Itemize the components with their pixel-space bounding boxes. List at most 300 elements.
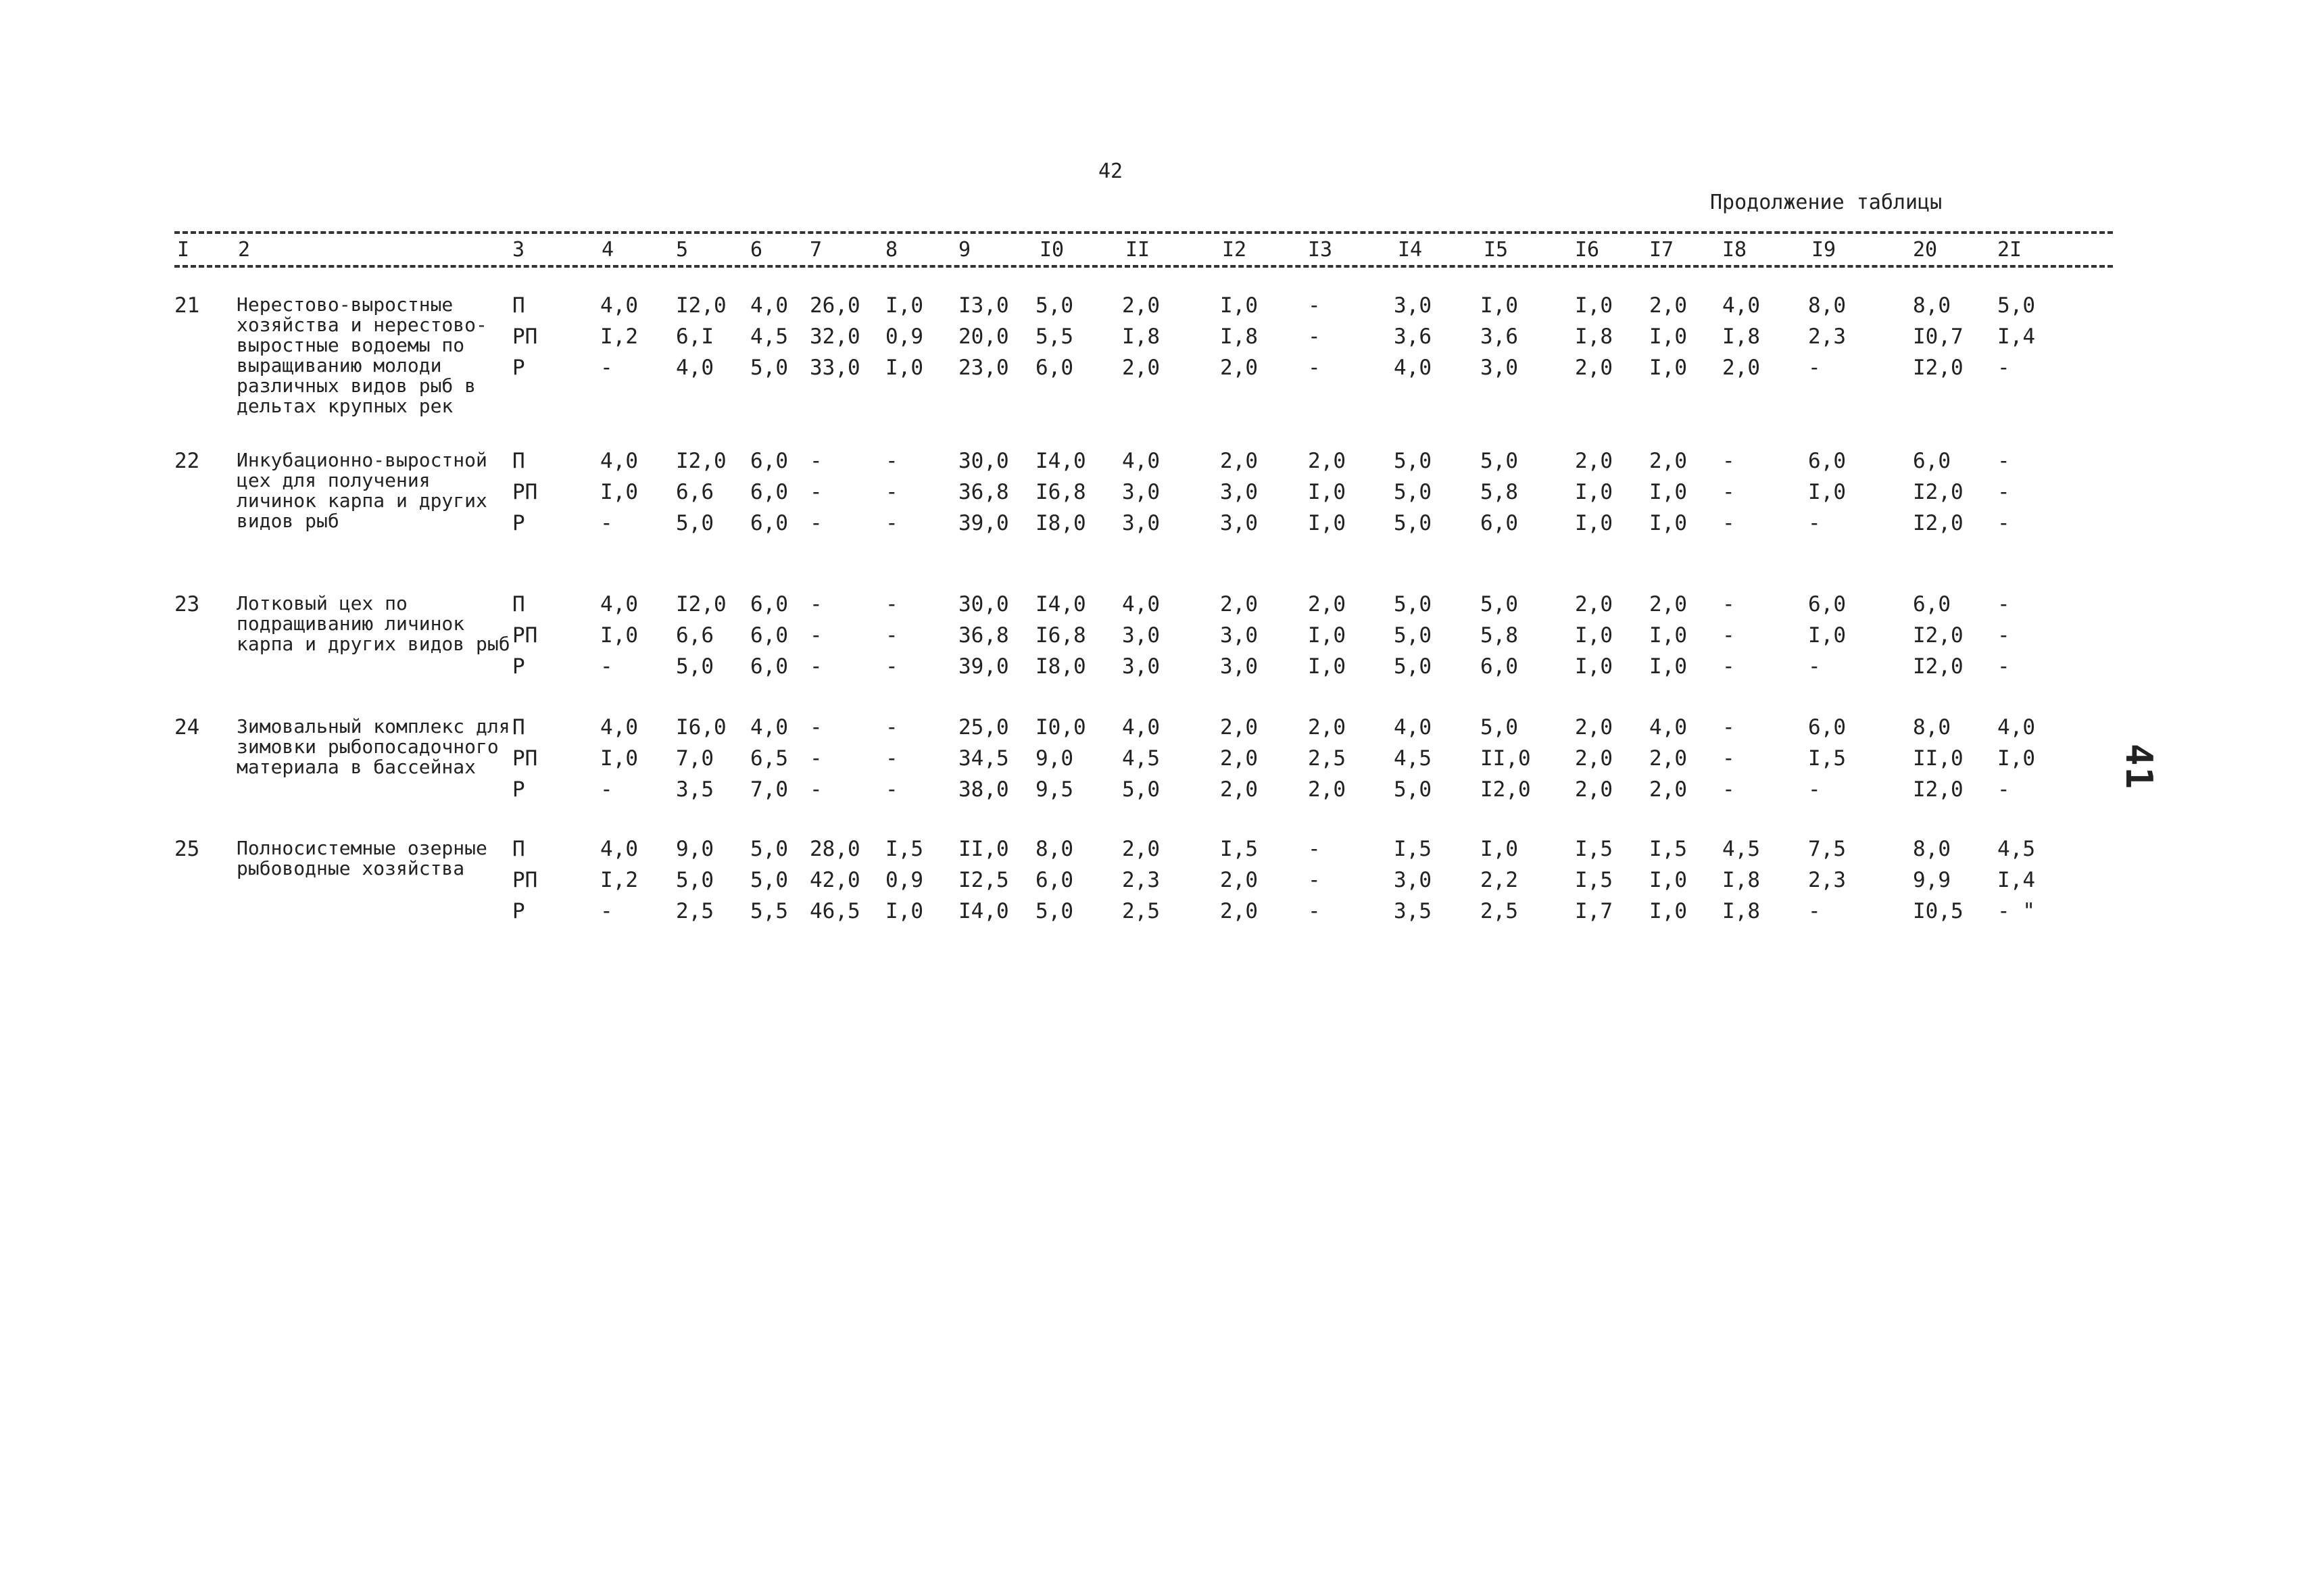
table-cell: 2,0 xyxy=(1649,592,1687,616)
table-cell: I,0 xyxy=(1220,293,1258,318)
table-cell: I2,0 xyxy=(676,449,727,473)
table-cell: 36,8 xyxy=(958,480,1009,504)
table-cell: - xyxy=(1997,623,2010,648)
table-cell: 4,0 xyxy=(600,449,638,473)
table-cell: I,0 xyxy=(600,480,638,504)
column-header: I0 xyxy=(1040,238,1065,262)
table-cell: - xyxy=(1308,837,1321,861)
table-cell: 2,0 xyxy=(1308,449,1346,473)
row-number: 24 xyxy=(174,715,200,740)
table-cell: 3,0 xyxy=(1220,623,1258,648)
table-cell: 6,0 xyxy=(750,511,788,535)
table-cell: 4,0 xyxy=(600,592,638,616)
table-cell: 3,0 xyxy=(1122,480,1160,504)
table-cell: - xyxy=(1997,480,2010,504)
page-number: 42 xyxy=(1098,160,1123,183)
table-cell: 30,0 xyxy=(958,449,1009,473)
column-header: 9 xyxy=(958,238,971,262)
column-header: I xyxy=(177,238,190,262)
table-cell: I,0 xyxy=(1808,623,1846,648)
table-cell: - xyxy=(1722,511,1735,535)
column-header: 7 xyxy=(810,238,823,262)
table-cell: 4,5 xyxy=(1997,837,2035,861)
table-cell: 5,0 xyxy=(1394,449,1432,473)
table-cell: 30,0 xyxy=(958,592,1009,616)
column-header: I6 xyxy=(1575,238,1600,262)
table-cell: 3,0 xyxy=(1394,293,1432,318)
table-cell: 20,0 xyxy=(958,324,1009,349)
table-cell: 2,0 xyxy=(1575,592,1613,616)
table-cell: I,0 xyxy=(1649,480,1687,504)
table-cell: I,8 xyxy=(1722,324,1760,349)
column-header: I8 xyxy=(1722,238,1747,262)
row-code: П xyxy=(512,837,525,861)
table-cell: I4,0 xyxy=(958,899,1009,923)
table-cell: I,2 xyxy=(600,324,638,349)
table-cell: 5,0 xyxy=(676,868,714,892)
table-cell: I,8 xyxy=(1575,324,1613,349)
table-cell: I,8 xyxy=(1722,868,1760,892)
table-cell: - xyxy=(600,511,613,535)
table-cell: I6,8 xyxy=(1035,623,1086,648)
column-header: 8 xyxy=(885,238,898,262)
table-cell: 4,5 xyxy=(750,324,788,349)
table-cell: 8,0 xyxy=(1913,715,1951,740)
table-cell: 3,0 xyxy=(1122,654,1160,679)
table-cell: I2,0 xyxy=(676,293,727,318)
table-cell: 2,0 xyxy=(1220,868,1258,892)
column-header: 4 xyxy=(602,238,614,262)
row-code: РП xyxy=(512,480,538,504)
table-cell: - xyxy=(810,480,823,504)
table-cell: 2,0 xyxy=(1220,356,1258,380)
row-name: Нерестово-выростные хозяйства и нерестово-выростные водоемы по выращиванию молоди различных видов рыб в дельтах крупных рек xyxy=(237,293,487,417)
table-cell: 46,5 xyxy=(810,899,860,923)
table-cell: I,0 xyxy=(600,623,638,648)
row-code: РП xyxy=(512,746,538,771)
table-cell: I,0 xyxy=(1308,480,1346,504)
table-cell: 3,0 xyxy=(1122,511,1160,535)
table-cell: 2,0 xyxy=(1122,293,1160,318)
table-cell: 2,3 xyxy=(1808,868,1846,892)
row-code: Р xyxy=(512,899,525,923)
table-cell: - xyxy=(1722,592,1735,616)
table-cell: 4,5 xyxy=(1722,837,1760,861)
table-cell: 6,0 xyxy=(1035,868,1073,892)
table-cell: - xyxy=(1722,715,1735,740)
table-cell: - xyxy=(1722,449,1735,473)
table-cell: 3,6 xyxy=(1480,324,1518,349)
table-cell: - xyxy=(885,449,898,473)
table-cell: - xyxy=(1808,511,1821,535)
table-cell: I,0 xyxy=(1575,654,1613,679)
table-cell: 5,0 xyxy=(1394,480,1432,504)
table-cell: 7,5 xyxy=(1808,837,1846,861)
table-cell: - xyxy=(810,511,823,535)
table-cell: I,0 xyxy=(1997,746,2035,771)
table-cell: 5,0 xyxy=(1394,777,1432,802)
table-cell: - xyxy=(1308,324,1321,349)
table-cell: I,5 xyxy=(1575,837,1613,861)
table-cell: 5,0 xyxy=(1035,899,1073,923)
table-cell: I,0 xyxy=(1480,837,1518,861)
table-cell: 9,9 xyxy=(1913,868,1951,892)
table-cell: 38,0 xyxy=(958,777,1009,802)
table-cell: I,0 xyxy=(1575,480,1613,504)
table-cell: I,7 xyxy=(1575,899,1613,923)
table-cell: - xyxy=(885,777,898,802)
table-cell: I,5 xyxy=(1220,837,1258,861)
table-cell: 5,5 xyxy=(750,899,788,923)
row-name: Инкубационно-выростной цех для получения личинок карпа и других видов рыб xyxy=(237,449,487,532)
table-cell: 5,0 xyxy=(1480,449,1518,473)
table-cell: I0,5 xyxy=(1913,899,1964,923)
table-cell: I,0 xyxy=(1649,868,1687,892)
table-cell: 26,0 xyxy=(810,293,860,318)
row-number: 25 xyxy=(174,837,200,861)
table-cell: 2,2 xyxy=(1480,868,1518,892)
table-cell: 6,0 xyxy=(750,654,788,679)
table-cell: 33,0 xyxy=(810,356,860,380)
table-cell: - xyxy=(600,654,613,679)
table-cell: 4,0 xyxy=(600,837,638,861)
table-cell: 8,0 xyxy=(1913,293,1951,318)
table-cell: 4,0 xyxy=(1122,449,1160,473)
table-cell: 6,0 xyxy=(750,623,788,648)
table-cell: 2,0 xyxy=(1308,777,1346,802)
table-cell: 2,0 xyxy=(1220,746,1258,771)
column-header: I3 xyxy=(1308,238,1333,262)
table-cell: 2,0 xyxy=(1220,899,1258,923)
table-cell: 6,0 xyxy=(750,480,788,504)
table-cell: 2,0 xyxy=(1575,715,1613,740)
table-cell: I,5 xyxy=(1808,746,1846,771)
table-cell: - xyxy=(810,777,823,802)
table-cell: 2,3 xyxy=(1122,868,1160,892)
row-number: 21 xyxy=(174,293,200,318)
table-cell: 4,0 xyxy=(1649,715,1687,740)
table-cell: - xyxy=(1722,777,1735,802)
table-cell: 6,0 xyxy=(750,449,788,473)
table-cell: 39,0 xyxy=(958,511,1009,535)
table-cell: - xyxy=(810,715,823,740)
table-cell: - xyxy=(600,777,613,802)
table-cell: I0,0 xyxy=(1035,715,1086,740)
table-cell: 2,0 xyxy=(1575,449,1613,473)
table-cell: 5,0 xyxy=(1480,715,1518,740)
table-cell: I,0 xyxy=(885,899,923,923)
table-cell: - xyxy=(1722,623,1735,648)
table-cell: - " xyxy=(1997,899,2035,923)
table-cell: I,5 xyxy=(885,837,923,861)
column-header: II xyxy=(1125,238,1150,262)
column-header: 6 xyxy=(750,238,763,262)
table-cell: 2,5 xyxy=(1480,899,1518,923)
table-cell: I0,7 xyxy=(1913,324,1964,349)
table-cell: 5,0 xyxy=(1035,293,1073,318)
table-cell: 6,0 xyxy=(750,592,788,616)
table-cell: - xyxy=(1997,592,2010,616)
table-cell: 0,9 xyxy=(885,868,923,892)
table-cell: 5,8 xyxy=(1480,480,1518,504)
table-cell: I2,0 xyxy=(1913,511,1964,535)
table-cell: 4,0 xyxy=(750,715,788,740)
table-cell: I,0 xyxy=(1575,293,1613,318)
table-cell: 7,0 xyxy=(676,746,714,771)
table-cell: I6,8 xyxy=(1035,480,1086,504)
table-cell: I,0 xyxy=(1575,623,1613,648)
row-code: РП xyxy=(512,623,538,648)
table-cell: 3,0 xyxy=(1220,480,1258,504)
table-cell: 9,0 xyxy=(676,837,714,861)
column-header: 2 xyxy=(238,238,251,262)
row-number: 22 xyxy=(174,449,200,473)
table-cell: I,0 xyxy=(1308,511,1346,535)
table-cell: - xyxy=(1997,654,2010,679)
table-cell: 6,I xyxy=(676,324,714,349)
table-cell: 34,5 xyxy=(958,746,1009,771)
table-cell: 4,0 xyxy=(1997,715,2035,740)
table-cell: 42,0 xyxy=(810,868,860,892)
table-cell: 3,0 xyxy=(1122,623,1160,648)
table-cell: I4,0 xyxy=(1035,592,1086,616)
column-header: I2 xyxy=(1222,238,1247,262)
table-cell: - xyxy=(1808,777,1821,802)
table-cell: I,5 xyxy=(1575,868,1613,892)
table-cell: 4,0 xyxy=(1122,715,1160,740)
table-cell: 2,0 xyxy=(1649,293,1687,318)
table-cell: I,0 xyxy=(1308,654,1346,679)
table-cell: 6,0 xyxy=(1913,449,1951,473)
table-cell: 0,9 xyxy=(885,324,923,349)
table-cell: 2,0 xyxy=(1575,746,1613,771)
table-cell: I,0 xyxy=(1480,293,1518,318)
table-cell: 3,6 xyxy=(1394,324,1432,349)
table-cell: 5,0 xyxy=(1394,511,1432,535)
table-cell: I2,5 xyxy=(958,868,1009,892)
row-code: П xyxy=(512,293,525,318)
table-cell: I,5 xyxy=(1649,837,1687,861)
table-cell: I,0 xyxy=(1649,324,1687,349)
table-cell: II,0 xyxy=(1913,746,1964,771)
table-cell: 5,0 xyxy=(750,837,788,861)
table-cell: - xyxy=(1808,899,1821,923)
table-cell: 2,0 xyxy=(1308,592,1346,616)
table-cell: - xyxy=(1308,899,1321,923)
table-cell: - xyxy=(810,592,823,616)
table-cell: 2,5 xyxy=(1122,899,1160,923)
row-name: Полносистемные озерные рыбоводные хозяйства xyxy=(237,837,487,879)
table-cell: 5,0 xyxy=(1394,623,1432,648)
table-cell: I2,0 xyxy=(1480,777,1531,802)
table-cell: 6,6 xyxy=(676,480,714,504)
table-cell: I,5 xyxy=(1394,837,1432,861)
table-cell: 2,0 xyxy=(1220,777,1258,802)
row-code: Р xyxy=(512,777,525,802)
table-cell: 2,0 xyxy=(1649,746,1687,771)
table-cell: - xyxy=(1808,654,1821,679)
table-cell: 6,0 xyxy=(1480,511,1518,535)
table-cell: - xyxy=(1722,654,1735,679)
table-cell: 23,0 xyxy=(958,356,1009,380)
table-cell: 5,0 xyxy=(750,356,788,380)
table-cell: 6,5 xyxy=(750,746,788,771)
table-cell: 6,0 xyxy=(1808,715,1846,740)
table-cell: 2,5 xyxy=(1308,746,1346,771)
table-cell: - xyxy=(810,623,823,648)
table-cell: I,8 xyxy=(1220,324,1258,349)
header-top-rule xyxy=(174,231,2113,234)
table-cell: 4,0 xyxy=(600,293,638,318)
table-cell: 8,0 xyxy=(1035,837,1073,861)
table-cell: 3,0 xyxy=(1220,654,1258,679)
table-cell: - xyxy=(885,511,898,535)
table-cell: 32,0 xyxy=(810,324,860,349)
side-page-number: 41 xyxy=(2118,744,2160,791)
table-cell: 2,0 xyxy=(1308,715,1346,740)
table-cell: I,0 xyxy=(1308,623,1346,648)
table-cell: 2,0 xyxy=(1575,356,1613,380)
row-code: Р xyxy=(512,511,525,535)
table-cell: I,2 xyxy=(600,868,638,892)
row-code: Р xyxy=(512,654,525,679)
table-cell: 2,3 xyxy=(1808,324,1846,349)
table-cell: - xyxy=(1997,356,2010,380)
table-cell: 2,5 xyxy=(676,899,714,923)
table-cell: 9,0 xyxy=(1035,746,1073,771)
table-cell: - xyxy=(810,449,823,473)
table-cell: 3,0 xyxy=(1480,356,1518,380)
table-cell: 5,0 xyxy=(1997,293,2035,318)
table-cell: 5,0 xyxy=(1122,777,1160,802)
header-bottom-rule xyxy=(174,265,2113,268)
column-header: 2I xyxy=(1997,238,2022,262)
table-cell: 5,0 xyxy=(1480,592,1518,616)
table-cell: 4,0 xyxy=(600,715,638,740)
column-header: I5 xyxy=(1484,238,1509,262)
table-cell: 8,0 xyxy=(1808,293,1846,318)
row-number: 23 xyxy=(174,592,200,616)
table-cell: I2,0 xyxy=(1913,777,1964,802)
table-cell: - xyxy=(1722,480,1735,504)
table-cell: I2,0 xyxy=(1913,356,1964,380)
table-cell: - xyxy=(885,654,898,679)
table-cell: 2,0 xyxy=(1220,449,1258,473)
table-cell: 4,0 xyxy=(1122,592,1160,616)
table-cell: 4,5 xyxy=(1394,746,1432,771)
table-cell: - xyxy=(1308,293,1321,318)
table-cell: 6,0 xyxy=(1480,654,1518,679)
table-cell: 39,0 xyxy=(958,654,1009,679)
table-cell: 6,0 xyxy=(1808,592,1846,616)
table-cell: - xyxy=(600,899,613,923)
table-cell: - xyxy=(810,746,823,771)
table-cell: 4,0 xyxy=(676,356,714,380)
column-header: I9 xyxy=(1811,238,1836,262)
table-cell: - xyxy=(1997,449,2010,473)
table-cell: 6,0 xyxy=(1913,592,1951,616)
row-code: П xyxy=(512,715,525,740)
table-cell: 4,0 xyxy=(1394,356,1432,380)
table-cell: 28,0 xyxy=(810,837,860,861)
table-cell: - xyxy=(1997,777,2010,802)
row-code: РП xyxy=(512,868,538,892)
table-cell: 2,0 xyxy=(1722,356,1760,380)
table-cell: 2,0 xyxy=(1649,449,1687,473)
table-cell: - xyxy=(1997,511,2010,535)
table-cell: I,8 xyxy=(1722,899,1760,923)
table-cell: II,0 xyxy=(958,837,1009,861)
table-cell: I,0 xyxy=(885,293,923,318)
table-cell: I,0 xyxy=(1649,623,1687,648)
row-name: Лотковый цех по подращиванию личинок карпа и других видов рыб xyxy=(237,592,510,655)
row-name: Зимовальный комплекс для зимовки рыбопосадочного материала в бассейнах xyxy=(237,715,510,778)
table-cell: I6,0 xyxy=(676,715,727,740)
table-cell: I,4 xyxy=(1997,868,2035,892)
table-cell: I,8 xyxy=(1122,324,1160,349)
table-cell: 25,0 xyxy=(958,715,1009,740)
table-cell: 3,5 xyxy=(1394,899,1432,923)
column-header: 20 xyxy=(1913,238,1938,262)
table-cell: I,0 xyxy=(1649,511,1687,535)
table-cell: 2,0 xyxy=(1220,715,1258,740)
table-cell: I,0 xyxy=(1649,654,1687,679)
column-header: 5 xyxy=(676,238,689,262)
table-cell: 6,0 xyxy=(1035,356,1073,380)
table-cell: 4,0 xyxy=(750,293,788,318)
row-code: П xyxy=(512,592,525,616)
table-cell: I,0 xyxy=(1649,899,1687,923)
table-cell: I4,0 xyxy=(1035,449,1086,473)
table-cell: - xyxy=(885,592,898,616)
table-cell: 36,8 xyxy=(958,623,1009,648)
table-cell: - xyxy=(1808,356,1821,380)
table-cell: I,0 xyxy=(1649,356,1687,380)
table-cell: 6,6 xyxy=(676,623,714,648)
table-cell: 2,0 xyxy=(1649,777,1687,802)
table-cell: 5,8 xyxy=(1480,623,1518,648)
row-code: П xyxy=(512,449,525,473)
table-cell: 6,0 xyxy=(1808,449,1846,473)
table-cell: - xyxy=(885,746,898,771)
row-code: Р xyxy=(512,356,525,380)
table-cell: I,0 xyxy=(1575,511,1613,535)
table-cell: 4,0 xyxy=(1722,293,1760,318)
table-cell: I,0 xyxy=(1808,480,1846,504)
table-cell: 5,0 xyxy=(1394,592,1432,616)
table-cell: - xyxy=(1308,356,1321,380)
table-cell: 8,0 xyxy=(1913,837,1951,861)
table-cell: 2,0 xyxy=(1220,592,1258,616)
table-cell: I,4 xyxy=(1997,324,2035,349)
table-caption: Продолжение таблицы xyxy=(1710,191,1943,214)
table-cell: - xyxy=(1722,746,1735,771)
table-cell: - xyxy=(810,654,823,679)
table-cell: 5,0 xyxy=(676,654,714,679)
table-cell: 2,0 xyxy=(1575,777,1613,802)
table-cell: I8,0 xyxy=(1035,654,1086,679)
row-code: РП xyxy=(512,324,538,349)
table-cell: I,0 xyxy=(600,746,638,771)
table-cell: 4,5 xyxy=(1122,746,1160,771)
table-cell: II,0 xyxy=(1480,746,1531,771)
column-header: I7 xyxy=(1649,238,1674,262)
column-header: I4 xyxy=(1398,238,1423,262)
table-cell: 3,5 xyxy=(676,777,714,802)
table-cell: 2,0 xyxy=(1122,356,1160,380)
table-cell: I8,0 xyxy=(1035,511,1086,535)
table-cell: I2,0 xyxy=(1913,480,1964,504)
